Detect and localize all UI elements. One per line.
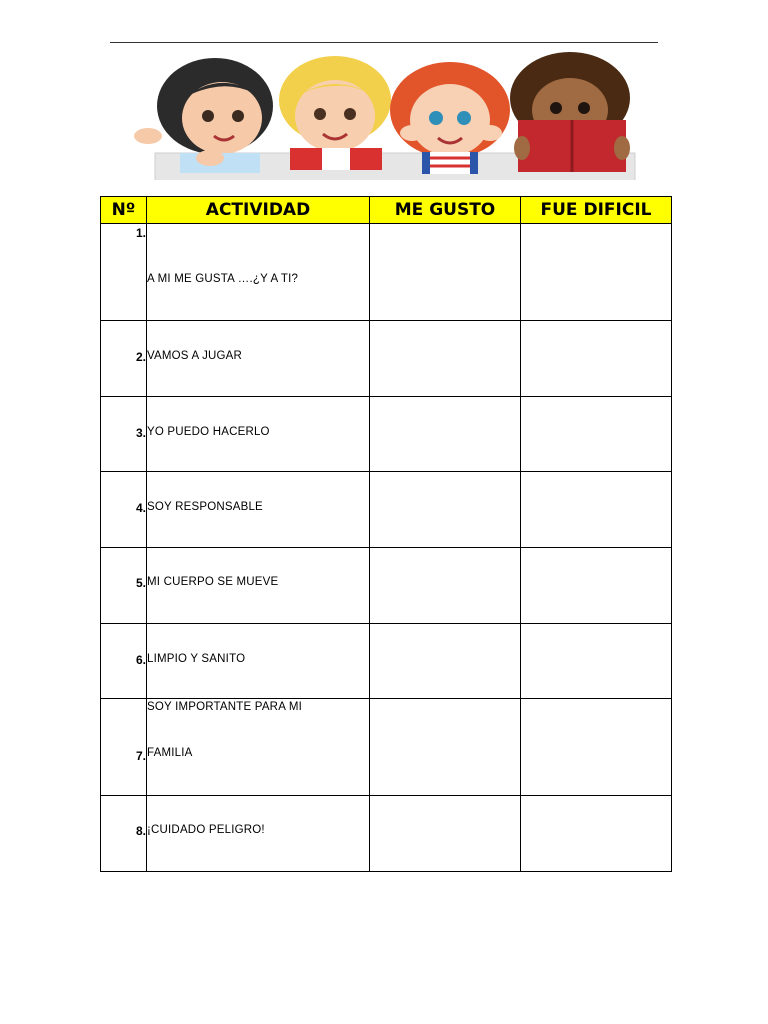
table-row [101, 321, 672, 397]
table-row [101, 624, 672, 699]
activity-name-line-1: SOY IMPORTANTE PARA MI [147, 701, 302, 713]
row-number: 4. [101, 472, 147, 548]
child-boy-curly-hair [510, 52, 630, 172]
difficult-cell[interactable] [521, 472, 672, 548]
liked-cell[interactable] [370, 321, 521, 397]
liked-cell[interactable] [370, 397, 521, 472]
row-number: 2. [101, 321, 147, 397]
activity-table [100, 196, 672, 872]
header-difficult: FUE DIFICIL [521, 197, 672, 224]
row-number: 6. [101, 624, 147, 699]
activity-name: A MI ME GUSTA ….¿Y A TI? [147, 224, 370, 321]
difficult-cell[interactable] [521, 321, 672, 397]
liked-cell[interactable] [370, 548, 521, 624]
activity-name: VAMOS A JUGAR [147, 321, 370, 397]
table-row [101, 796, 672, 872]
top-rule [110, 42, 658, 43]
difficult-cell[interactable] [521, 699, 672, 796]
activity-name [147, 699, 370, 796]
difficult-cell[interactable] [521, 548, 672, 624]
header-activity: ACTIVIDAD [147, 197, 370, 224]
table-row [101, 548, 672, 624]
liked-cell[interactable] [370, 624, 521, 699]
row-number: 8. [101, 796, 147, 872]
row-number: 5. [101, 548, 147, 624]
difficult-cell[interactable] [521, 796, 672, 872]
difficult-cell[interactable] [521, 397, 672, 472]
activity-name-line-2: FAMILIA [147, 747, 193, 759]
table-row [101, 699, 672, 796]
table-row [101, 397, 672, 472]
table-row [101, 224, 672, 321]
activity-name: LIMPIO Y SANITO [147, 624, 370, 699]
activity-name: YO PUEDO HACERLO [147, 397, 370, 472]
liked-cell[interactable] [370, 699, 521, 796]
activity-name: SOY RESPONSABLE [147, 472, 370, 548]
difficult-cell[interactable] [521, 624, 672, 699]
row-number: 1. [101, 224, 147, 321]
table-row [101, 472, 672, 548]
header-liked: ME GUSTO [370, 197, 521, 224]
row-number: 3. [101, 397, 147, 472]
table-header-row [101, 197, 672, 224]
liked-cell[interactable] [370, 796, 521, 872]
liked-cell[interactable] [370, 224, 521, 321]
activity-name: MI CUERPO SE MUEVE [147, 548, 370, 624]
liked-cell[interactable] [370, 472, 521, 548]
children-banner-illustration [130, 48, 640, 180]
row-number: 7. [101, 699, 147, 796]
activity-name: ¡CUIDADO PELIGRO! [147, 796, 370, 872]
header-number: Nº [101, 197, 147, 224]
child-boy-blond [279, 56, 391, 170]
difficult-cell[interactable] [521, 224, 672, 321]
